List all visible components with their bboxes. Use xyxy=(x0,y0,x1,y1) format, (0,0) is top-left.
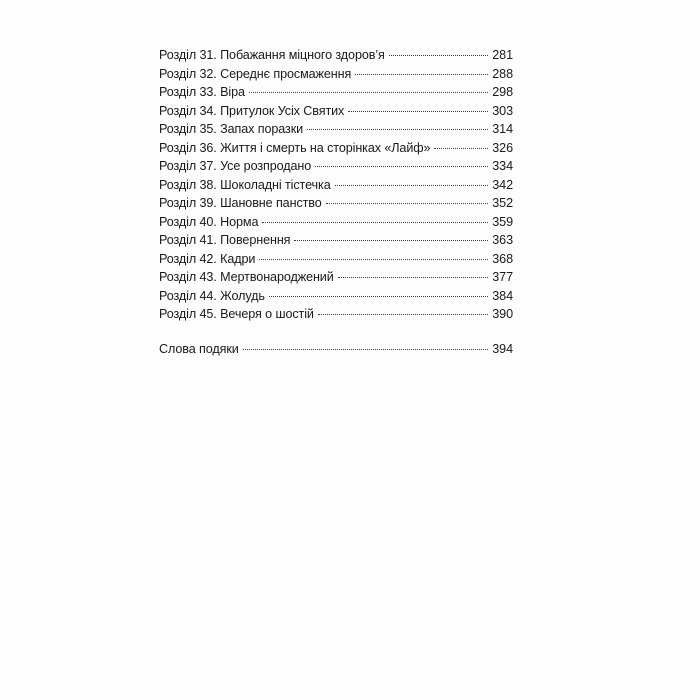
toc-entry-page-number: 363 xyxy=(492,233,513,247)
dot-leader xyxy=(335,185,489,186)
dot-leader xyxy=(355,74,488,75)
toc-entry-page-number: 359 xyxy=(492,214,513,229)
toc-entry-title: Розділ 38. Шоколадні тістечка xyxy=(159,177,331,192)
toc-entry-page-number: 390 xyxy=(492,307,513,321)
toc-entry-title: Розділ 33. Віра xyxy=(159,85,245,99)
toc-entry-page-number: 314 xyxy=(492,122,513,136)
dot-leader xyxy=(338,277,489,278)
toc-entry-title: Розділ 39. Шановне панство xyxy=(159,196,322,210)
toc-entry-title: Розділ 44. Жолудь xyxy=(159,288,265,303)
toc-entry-title: Розділ 41. Повернення xyxy=(159,233,291,247)
toc-entry-page-number: 377 xyxy=(492,270,513,284)
toc-entry-title: Розділ 37. Усе розпродано xyxy=(159,159,312,173)
toc-entry-chapter-34 xyxy=(159,102,513,121)
toc-entry-title: Розділ 36. Життя і смерть на сторінках «Лайф» xyxy=(159,140,431,155)
dot-leader xyxy=(294,240,488,241)
toc-entry-page-number: 281 xyxy=(492,48,513,62)
toc-entry-page-number: 303 xyxy=(492,103,513,118)
table-of-contents xyxy=(159,46,513,358)
toc-entry-chapter-40 xyxy=(159,213,513,232)
toc-entry-chapter-43 xyxy=(159,268,513,287)
toc-entry-page-number: 334 xyxy=(492,159,513,173)
dot-leader xyxy=(262,222,488,223)
toc-entry-page-number: 326 xyxy=(492,140,513,155)
toc-entry-title: Слова подяки xyxy=(159,341,239,356)
toc-entry-page-number: 288 xyxy=(492,66,513,81)
toc-entry-title: Розділ 45. Вечеря о шостій xyxy=(159,307,314,321)
toc-entry-chapter-33 xyxy=(159,83,513,102)
toc-entry-chapter-41 xyxy=(159,231,513,250)
toc-entry-title: Розділ 32. Середнє просмаження xyxy=(159,66,352,81)
toc-entry-page-number: 342 xyxy=(492,177,513,192)
toc-entry-title: Розділ 42. Кадри xyxy=(159,251,256,266)
toc-entry-chapter-39 xyxy=(159,194,513,213)
dot-leader xyxy=(307,129,488,130)
toc-entry-page-number: 352 xyxy=(492,196,513,210)
dot-leader xyxy=(269,296,488,297)
toc-entry-page-number: 368 xyxy=(492,251,513,266)
toc-entry-title: Розділ 34. Притулок Усіх Святих xyxy=(159,103,345,118)
toc-entry-page-number: 298 xyxy=(492,85,513,99)
section-gap xyxy=(159,324,513,340)
toc-entry-acknowledgements xyxy=(159,340,513,359)
dot-leader xyxy=(315,166,488,167)
toc-entry-title: Розділ 43. Мертвонароджений xyxy=(159,270,334,284)
dot-leader xyxy=(249,92,488,93)
toc-entry-chapter-42 xyxy=(159,250,513,269)
toc-entry-chapter-44 xyxy=(159,287,513,306)
toc-entry-title: Розділ 31. Побажання міцного здоров’я xyxy=(159,48,385,62)
toc-entry-chapter-38 xyxy=(159,176,513,195)
toc-entry-page-number: 394 xyxy=(492,341,513,356)
dot-leader xyxy=(318,314,488,315)
toc-entry-chapter-37 xyxy=(159,157,513,176)
toc-entry-chapter-36 xyxy=(159,139,513,158)
dot-leader xyxy=(389,55,489,56)
dot-leader xyxy=(259,259,488,260)
dot-leader xyxy=(348,111,488,112)
toc-entry-title: Розділ 40. Норма xyxy=(159,214,259,229)
toc-entry-page-number: 384 xyxy=(492,288,513,303)
dot-leader xyxy=(243,349,489,350)
toc-entry-chapter-45 xyxy=(159,305,513,324)
dot-leader xyxy=(326,203,489,204)
toc-entry-chapter-31 xyxy=(159,46,513,65)
dot-leader xyxy=(434,148,488,149)
toc-entry-chapter-32 xyxy=(159,65,513,84)
toc-entry-chapter-35 xyxy=(159,120,513,139)
toc-entry-title: Розділ 35. Запах поразки xyxy=(159,122,304,136)
